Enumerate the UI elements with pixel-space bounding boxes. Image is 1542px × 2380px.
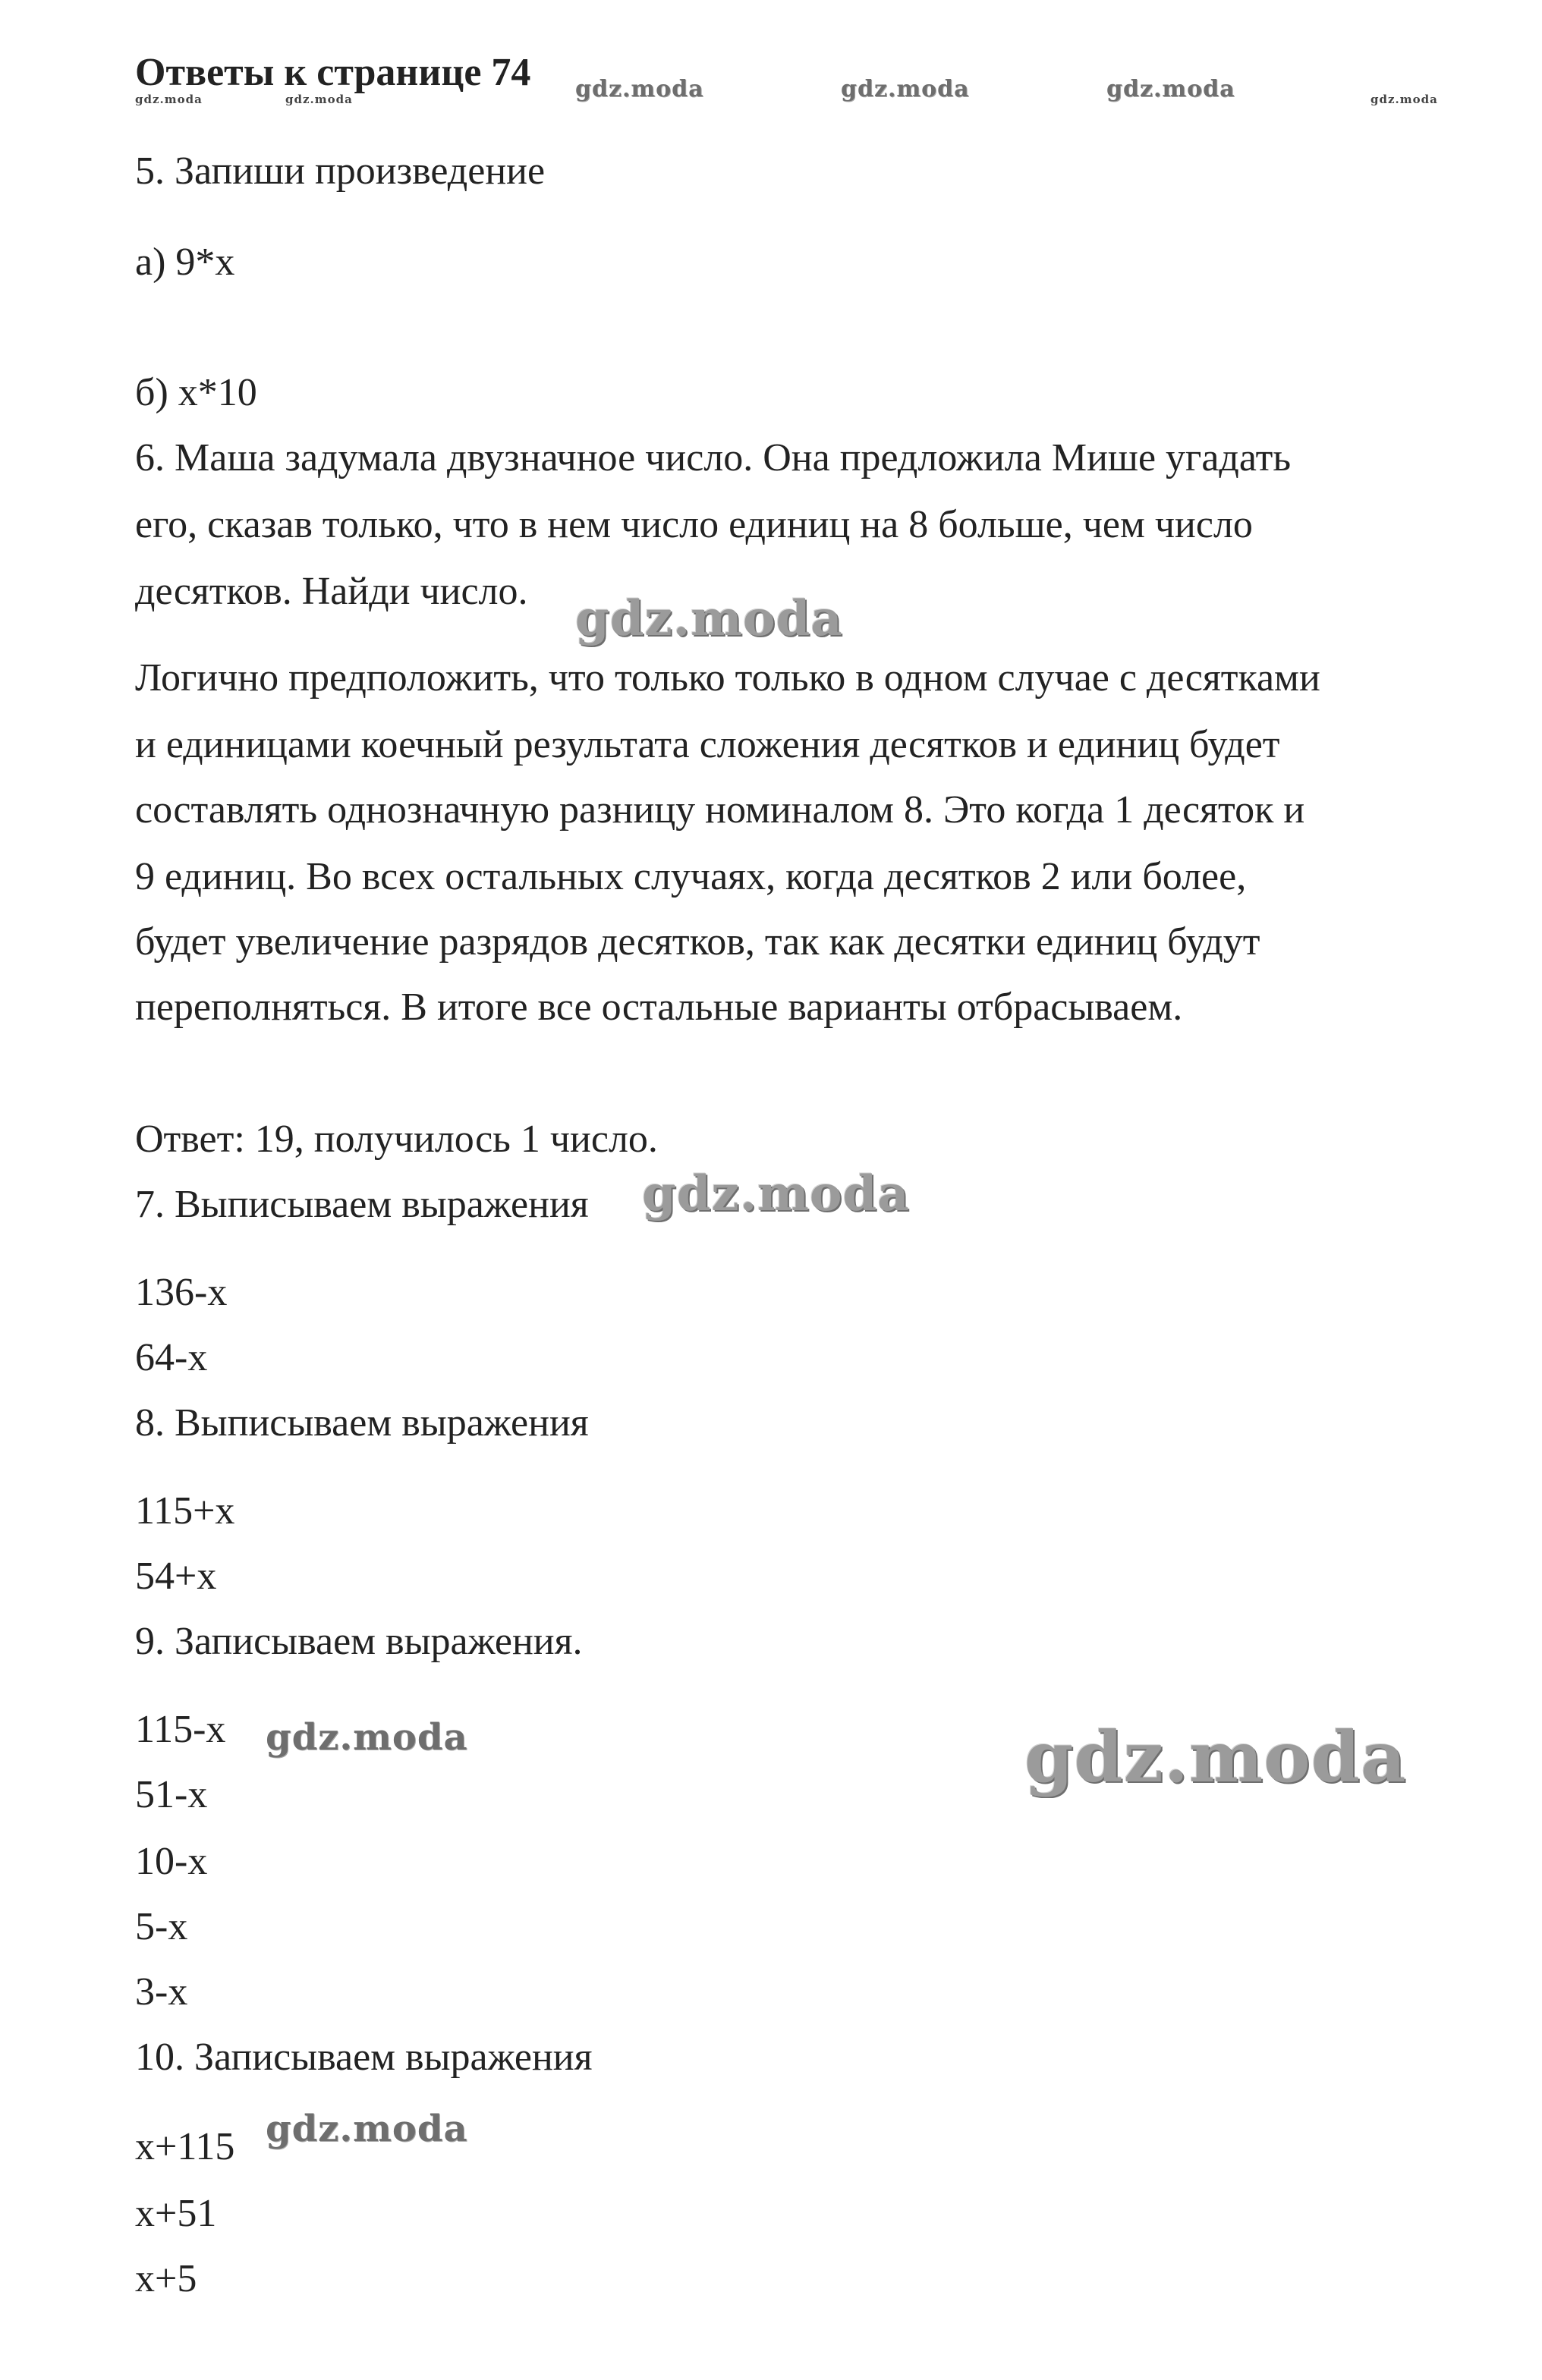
watermark: gdz.moda <box>1024 1716 1407 1798</box>
task-9-title: 9. Записываем выражения. <box>135 1620 583 1663</box>
watermark: gdz.moda <box>1106 76 1235 102</box>
task-10-item: х+115 <box>135 2125 235 2168</box>
task-6-solution-line: переполняться. В итоге все остальные варианты отбрасываем. <box>135 986 1183 1029</box>
task-6-solution-line: будет увеличение разрядов десятков, так как десятки единиц будут <box>135 920 1260 964</box>
task-10-item: х+51 <box>135 2192 217 2235</box>
task-6-text-line: его, сказав только, что в нем число единиц на 8 больше, чем число <box>135 503 1253 546</box>
watermark: gdz.moda <box>285 93 353 106</box>
watermark: gdz.moda <box>642 1165 910 1222</box>
task-9-item: 115-х <box>135 1708 226 1751</box>
task-10-item: х+5 <box>135 2257 197 2300</box>
task-9-item: 3-х <box>135 1970 188 2014</box>
task-6-solution-line: и единицами коечный результата сложения десятков и единиц будет <box>135 723 1280 766</box>
task-6-solution-line: составлять однозначную разницу номиналом 8. Это когда 1 десяток и <box>135 788 1305 832</box>
watermark: gdz.moda <box>575 76 704 102</box>
task-5-title: 5. Запиши произведение <box>135 149 546 193</box>
watermark: gdz.moda <box>841 76 970 102</box>
watermark: gdz.moda <box>135 93 203 106</box>
watermark: gdz.moda <box>1370 93 1438 106</box>
task-8-title: 8. Выписываем выражения <box>135 1401 589 1445</box>
task-8-item: 115+х <box>135 1489 235 1533</box>
watermark: gdz.moda <box>266 1716 468 1759</box>
page-title: Ответы к странице 74 <box>135 51 531 94</box>
task-7-item: 136-х <box>135 1271 228 1314</box>
task-9-item: 10-х <box>135 1840 208 1883</box>
task-6-solution-line: Логично предположить, что только только в одном случае с десятками <box>135 656 1320 700</box>
watermark: gdz.moda <box>266 2108 468 2150</box>
task-7-item: 64-х <box>135 1336 208 1379</box>
task-10-title: 10. Записываем выражения <box>135 2036 593 2079</box>
task-7-title: 7. Выписываем выражения <box>135 1183 589 1226</box>
task-9-item: 51-х <box>135 1773 208 1816</box>
watermark: gdz.moda <box>575 590 843 647</box>
task-6-answer: Ответ: 19, получилось 1 число. <box>135 1118 658 1161</box>
task-6-text-line: 6. Маша задумала двузначное число. Она предложила Мише угадать <box>135 436 1292 479</box>
task-6-text-line: десятков. Найди число. <box>135 570 528 613</box>
task-5-answer-b: б) х*10 <box>135 371 257 414</box>
task-5-answer-a: а) 9*х <box>135 241 235 284</box>
task-6-solution-line: 9 единиц. Во всех остальных случаях, когда десятков 2 или более, <box>135 855 1247 898</box>
task-8-item: 54+х <box>135 1555 217 1598</box>
task-9-item: 5-х <box>135 1905 188 1948</box>
